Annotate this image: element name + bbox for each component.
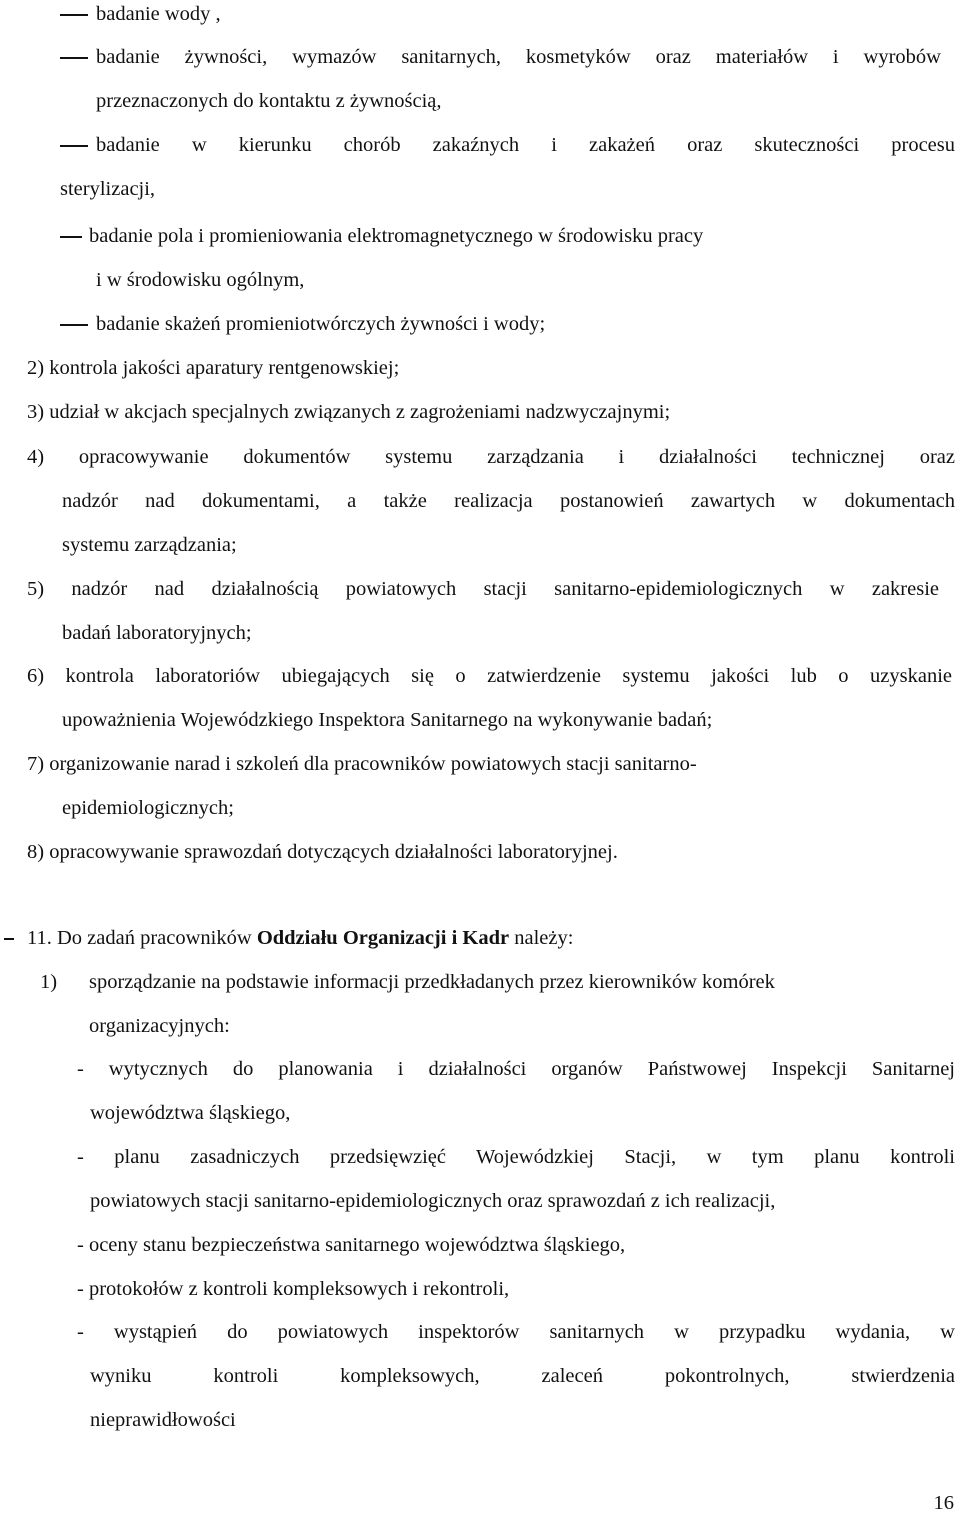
item-7-line1: 7) organizowanie narad i szkoleń dla pracowników powiatowych stacji sanitarno-	[27, 753, 697, 775]
item-6-line2: upoważnienia Wojewódzkiego Inspektora Sanitarnego na wykonywanie badań;	[62, 709, 713, 731]
bullet-diseases-line2: sterylizacji,	[60, 178, 156, 200]
subitem-5-line1: - wystąpień do powiatowych inspektorów sanitarnych w przypadku wydania, w	[77, 1321, 955, 1343]
subitem-2-line1: - planu zasadniczych przedsięwzięć Wojewódzkiej Stacji, w tym planu kontroli	[77, 1146, 955, 1168]
bullet-food-line2: przeznaczonych do kontaktu z żywnością,	[96, 90, 442, 112]
dash-bullet-1	[60, 14, 88, 16]
subitem-4: - protokołów z kontroli kompleksowych i rekontroli,	[77, 1278, 510, 1300]
item-2: 2) kontrola jakości aparatury rentgenowskiej;	[27, 357, 400, 379]
item-4-line1: 4) opracowywanie dokumentów systemu zarządzania i działalności technicznej oraz	[27, 446, 955, 468]
section-number: 11.	[27, 927, 52, 949]
point-1-line1: sporządzanie na podstawie informacji przedkładanych przez kierowników komórek	[89, 971, 775, 993]
point-1-number: 1)	[40, 971, 58, 993]
subitem-5-line2: wyniku kontroli kompleksowych, zaleceń pokontrolnych, stwierdzenia	[90, 1365, 955, 1387]
section-marker	[4, 938, 14, 940]
dash-bullet-4	[60, 236, 82, 238]
bullet-water: badanie wody ,	[96, 3, 221, 25]
bullet-diseases-line1: badanie w kierunku chorób zakaźnych i zakażeń oraz skuteczności procesu	[96, 134, 955, 156]
section-intro: Do zadań pracowników	[57, 927, 252, 949]
bullet-em-field-line1: badanie pola i promieniowania elektromagnetycznego w środowisku pracy	[89, 225, 704, 247]
item-5-line2: badań laboratoryjnych;	[62, 622, 252, 644]
bullet-food-line1: badanie żywności, wymazów sanitarnych, kosmetyków oraz materiałów i wyrobów	[96, 46, 941, 68]
subitem-2-line2: powiatowych stacji sanitarno-epidemiologicznych oraz sprawozdań z ich realizacji,	[90, 1190, 776, 1212]
item-8: 8) opracowywanie sprawozdań dotyczących działalności laboratoryjnej.	[27, 841, 618, 863]
section-11-heading	[27, 925, 573, 951]
section-intro-end: należy:	[514, 927, 574, 949]
item-6-line1: 6) kontrola laboratoriów ubiegających się o zatwierdzenie systemu jakości lub o uzyskanie	[27, 665, 952, 687]
subitem-3: - oceny stanu bezpieczeństwa sanitarnego województwa śląskiego,	[77, 1234, 626, 1256]
bullet-em-field-line2: i w środowisku ogólnym,	[96, 269, 305, 291]
page-number: 16	[933, 1492, 954, 1514]
item-7-line2: epidemiologicznych;	[62, 797, 234, 819]
point-1-line2: organizacyjnych:	[89, 1015, 230, 1037]
bullet-radiation: badanie skażeń promieniotwórczych żywności i wody;	[96, 313, 546, 335]
subitem-1-line1: - wytycznych do planowania i działalności organów Państwowej Inspekcji Sanitarnej	[77, 1058, 955, 1080]
item-4-line3: systemu zarządzania;	[62, 534, 237, 556]
subitem-5-line3: nieprawidłowości	[90, 1409, 236, 1431]
item-5-line1: 5) nadzór nad działalnością powiatowych stacji sanitarno-epidemiologicznych w zakresie	[27, 578, 939, 600]
dash-bullet-5	[60, 324, 88, 326]
dash-bullet-3	[60, 145, 88, 147]
dash-bullet-2	[60, 57, 88, 59]
item-4-line2: nadzór nad dokumentami, a także realizacja postanowień zawartych w dokumentach	[62, 490, 955, 512]
section-unit-name: Oddziału Organizacji i Kadr	[256, 927, 510, 949]
item-3: 3) udział w akcjach specjalnych związanych z zagrożeniami nadzwyczajnymi;	[27, 401, 671, 423]
subitem-1-line2: województwa śląskiego,	[90, 1102, 291, 1124]
